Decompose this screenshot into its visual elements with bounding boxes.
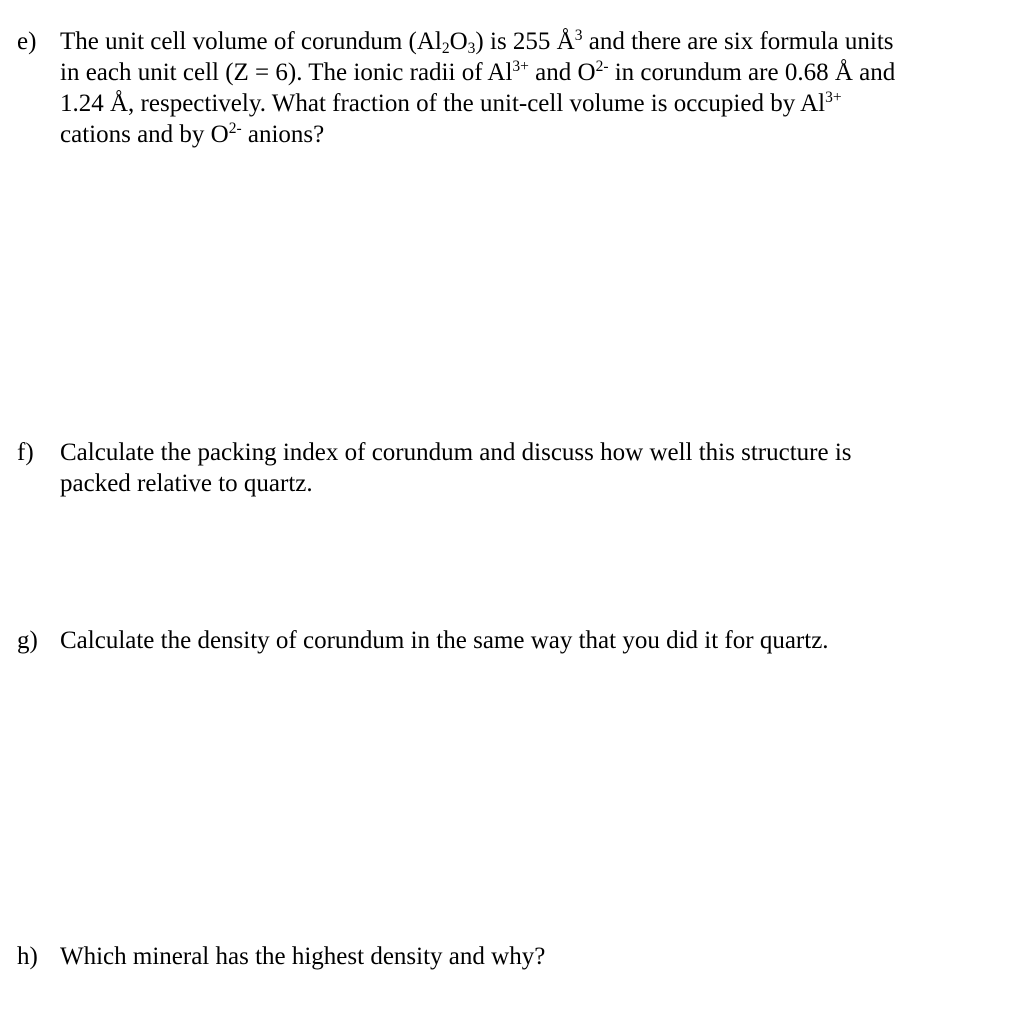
question-line: The unit cell volume of corundum $(Al_2O_3)$ is 255 $Å^3$ and there are six formula units bbox=[60, 27, 894, 57]
question-line: Calculate the density of corundum in the same way that you did it for quartz. bbox=[60, 627, 829, 654]
superscript: 2- bbox=[595, 58, 609, 76]
question-line: cations and by $O^{2-}$ anions? bbox=[60, 120, 325, 148]
superscript: 2- bbox=[228, 120, 242, 138]
question-label: e) bbox=[17, 28, 37, 55]
question-text bbox=[60, 941, 1007, 972]
superscript: 3 bbox=[574, 27, 583, 45]
question-line: in each unit cell (Z = 6). The ionic radii of $Al^{3+}$ and $O^{2-}$ in corundum are 0.68 Å and bbox=[60, 58, 896, 86]
question-line: packed relative to quartz. bbox=[60, 470, 313, 497]
subscript: 3 bbox=[467, 39, 476, 57]
superscript: 3+ bbox=[825, 89, 842, 107]
question-line: 1.24 Å, respectively. What fraction of the unit-cell volume is occupied by $Al^{3+}$ bbox=[60, 89, 842, 117]
question-label: g) bbox=[17, 627, 38, 654]
question-line: Which mineral has the highest density and why? bbox=[60, 943, 546, 970]
question-line: Calculate the packing index of corundum and discuss how well this structure is bbox=[60, 439, 852, 466]
superscript: 3+ bbox=[512, 58, 529, 76]
question-label: f) bbox=[17, 439, 34, 466]
question-label: h) bbox=[17, 943, 38, 970]
question-text bbox=[60, 625, 1007, 656]
question-text bbox=[60, 26, 1007, 150]
question-text bbox=[60, 437, 1007, 499]
subscript: 2 bbox=[441, 39, 450, 57]
